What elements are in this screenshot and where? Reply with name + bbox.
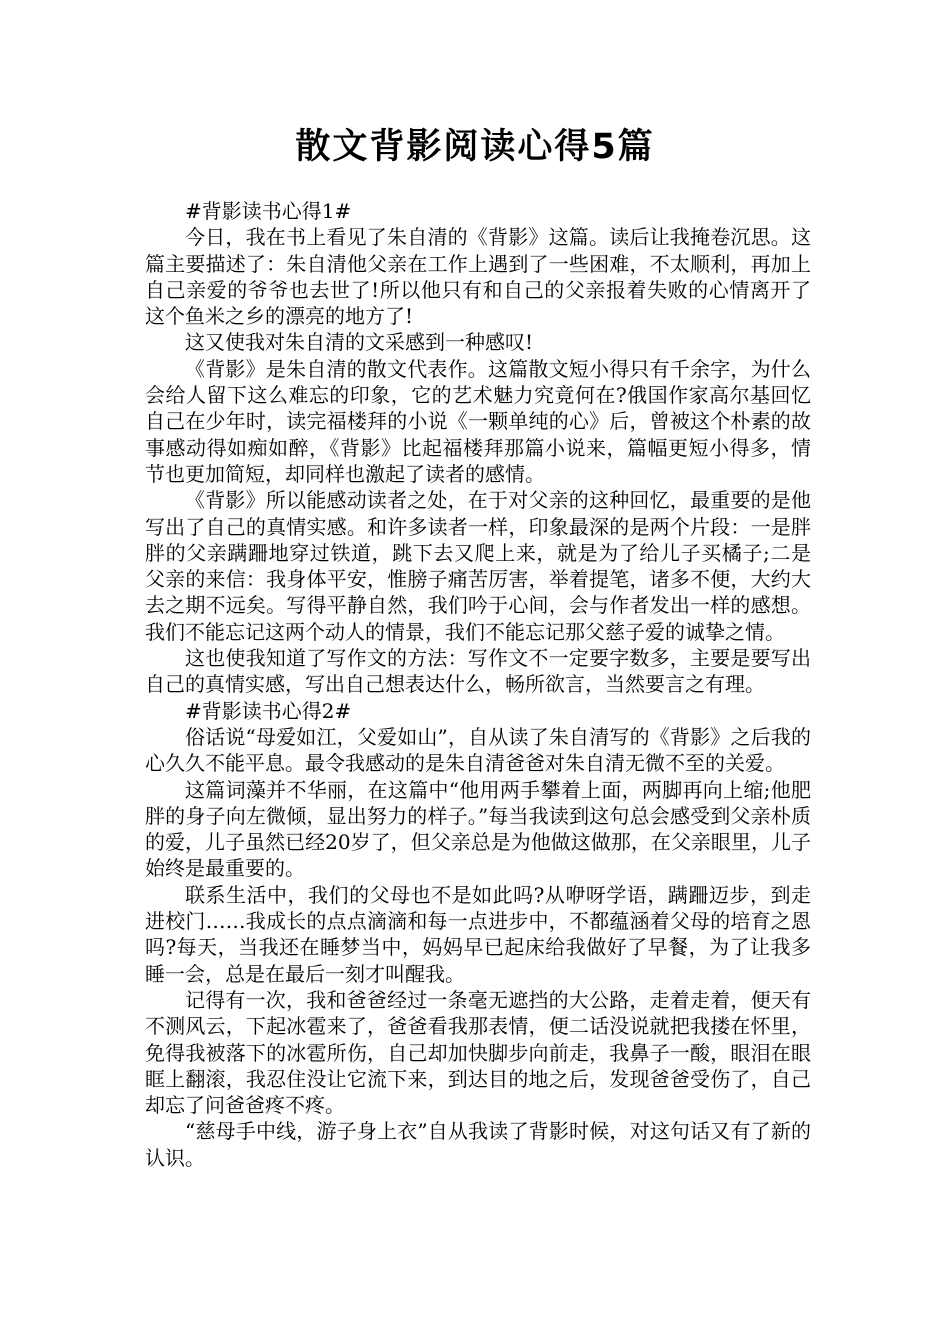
- paragraph: 《背影》是朱自清的散文代表作。这篇散文短小得只有千余字，为什么会给人留下这么难忘的印象，它的艺术魅力究竟何在?俄国作家高尔基回忆自己在少年时，读完福楼拜的小说《一颗单纯的心》后，曾被这个朴素的故事感动得如痴如醉，《背影》比起福楼拜那篇小说来，篇幅更短小得多，情节也更加简短，却同样也激起了读者的感情。: [145, 356, 811, 486]
- paragraph: “慈母手中线，游子身上衣”自从我读了背影时候，对这句话又有了新的认识。: [145, 1119, 811, 1170]
- section-heading-1: #背影读书心得1#: [185, 199, 352, 223]
- paragraph: 这也使我知道了写作文的方法：写作文不一定要字数多，主要是要写出自己的真情实感，写出自己想表达什么，畅所欲言，当然要言之有理。: [145, 646, 811, 697]
- document-title: 散文背影阅读心得5篇: [295, 127, 655, 167]
- paragraph: 今日，我在书上看见了朱自清的《背影》这篇。读后让我掩卷沉思。这篇主要描述了：朱自清他父亲在工作上遇到了一些困难，不太顺利，再加上自己亲爱的爷爷也去世了!所以他只有和自己的父亲报着失败的心情离开了这个鱼米之乡的漂亮的地方了!: [145, 225, 811, 329]
- paragraph: 联系生活中，我们的父母也不是如此吗?从咿呀学语，蹒跚迈步，到走进校门……我成长的点点滴滴和每一点进步中，不都蕴涵着父母的培育之恩吗?每天，当我还在睡梦当中，妈妈早已起床给我做好了早餐，为了让我多睡一会，总是在最后一刻才叫醒我。: [145, 882, 811, 986]
- document-body: [145, 198, 811, 1171]
- paragraph: 这篇词藻并不华丽，在这篇中“他用两手攀着上面，两脚再向上缩;他肥胖的身子向左微倾，显出努力的样子。”每当我读到这句总会感受到父亲朴质的爱，儿子虽然已经20岁了，但父亲总是为他做这做那，在父亲眼里，儿子始终是最重要的。: [145, 777, 811, 881]
- paragraph: 《背影》所以能感动读者之处，在于对父亲的这种回忆，最重要的是他写出了自己的真情实感。和许多读者一样，印象最深的是两个片段：一是胖胖的父亲蹒跚地穿过铁道，跳下去又爬上来，就是为了给儿子买橘子;二是父亲的来信：我身体平安，惟膀子痛苦厉害，举着提笔，诸多不便，大约大去之期不远矣。写得平静自然，我们吟于心间，会与作者发出一样的感想。我们不能忘记这两个动人的情景，我们不能忘记那父慈子爱的诚挚之情。: [145, 488, 811, 644]
- section-heading-2: #背影读书心得2#: [185, 698, 352, 723]
- paragraph: 俗话说“母爱如江，父爱如山”，自从读了朱自清写的《背影》之后我的心久久不能平息。最令我感动的是朱自清爸爸对朱自清无微不至的关爱。: [145, 724, 811, 776]
- paragraph: 这又使我对朱自清的文采感到一种感叹!: [185, 330, 534, 355]
- paragraph: 记得有一次，我和爸爸经过一条毫无遮挡的大公路，走着走着，便天有不测风云，下起冰雹来了，爸爸看我那表情，便二话没说就把我搂在怀里，免得我被落下的冰雹所伤，自己却加快脚步向前走，我鼻子一酸，眼泪在眼眶上翻滚，我忍住没让它流下来，到达目的地之后，发现爸爸受伤了，自己却忘了问爸爸疼不疼。: [145, 987, 811, 1118]
